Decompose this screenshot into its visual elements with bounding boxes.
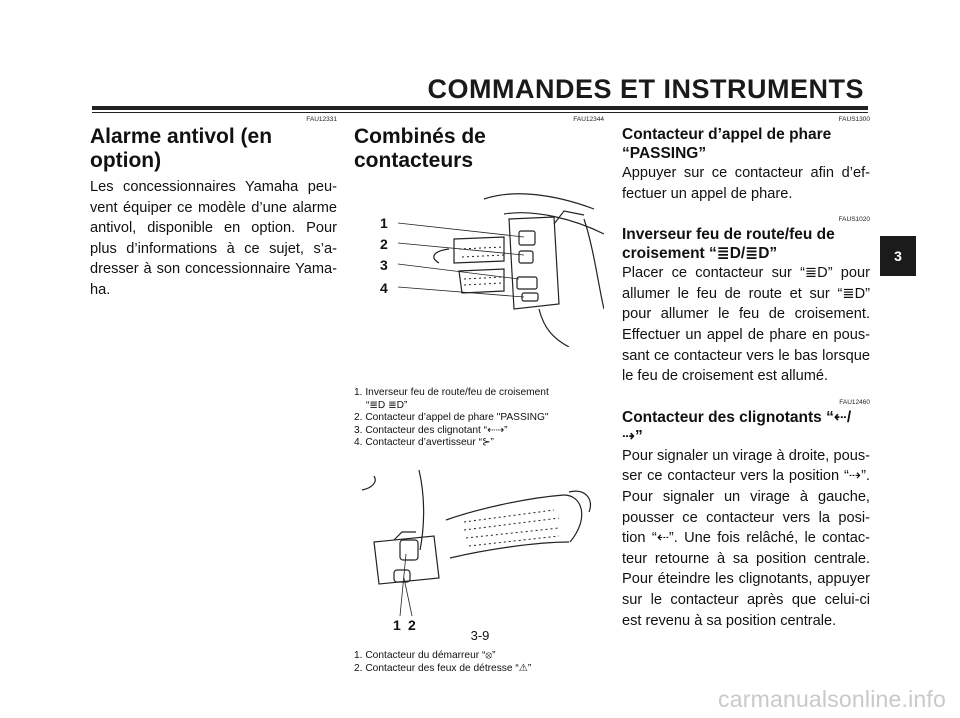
section-body-dimmer: Placer ce contacteur sur “≣D” pour allumer le feu de route et sur “≣D” pour allumer le feu de croisement. Effectuer un appel de phare en pous-sant ce contacteur vers le bas lorsque le feu de croisement est allumé. [622,265,870,385]
callout-2: 2 [408,616,416,633]
callout-4: 4 [380,280,388,296]
section-title-dimmer: Inverseur feu de route/feu de croisement “≣D/≣D” [622,226,835,263]
section-body-passing: Appuyer sur ce contacteur afin d’ef-fectuer un appel de phare. [622,165,870,202]
callout-3: 3 [380,257,388,273]
page-number: 3-9 [470,628,490,643]
column-switches [354,116,604,675]
caption-line: 2. Contacteur d’appel de phare "PASSING" [354,412,549,424]
page-header-title: COMMANDES ET INSTRUMENTS [427,74,864,104]
section-code: FAU12331 [306,116,337,123]
caption-line: “≣D ≣D” [366,399,408,411]
section-title-turn-signal: Contacteur des clignotants “⇠/⇢” [622,408,852,445]
caption-line: 4. Contacteur d’avertisseur “⊱” [354,437,494,449]
figure2-caption [354,650,604,675]
section-title-antitheft: Alarme antivol (en option) [90,125,273,172]
section-body-antitheft: Les concessionnaires Yamaha peu-vent équiper ce modèle d’une alarme antivol, disponible en option. Pour plus d’informations à ce sujet, s’a-dresser à son concessionnaire Yama-ha. [90,179,337,298]
callout-1: 1 [380,215,388,231]
section-code: FAUS1020 [838,216,870,224]
figure-left-handlebar [354,179,604,347]
section-code: FAUS1300 [838,116,870,123]
caption-line: 1. Contacteur du démarreur “⦻” [354,649,496,661]
section-code: FAU12460 [839,398,870,406]
figure1-caption [354,387,604,450]
column-antitheft [90,116,337,301]
caption-line: 3. Contacteur des clignotant “⇠⇢” [354,424,508,436]
watermark: carmanualsonline.info [718,686,946,712]
callout-1: 1 [393,616,401,633]
section-body-turn-signal: Pour signaler un virage à droite, pous-ser ce contacteur vers la position “⇢”. Pour signaler un virage à gauche, pousser ce contacteur vers la posi-tion “⇠”. Une fois relâché, le contac-teur retourne à sa position centrale. Pour éteindre les clignotants, appuyer sur le contacteur après que celui-ci est revenu à sa position centrale. [622,447,870,629]
callout-2: 2 [380,236,388,252]
section-title-passing: Contacteur d’appel de phare “PASSING” [622,126,832,162]
caption-line: 1. Inverseur feu de route/feu de croisement [354,387,549,398]
figure-right-handlebar [354,470,604,640]
column-details [622,116,870,631]
caption-line: 2. Contacteur des feux de détresse “⚠” [354,662,532,674]
left-handlebar-illustration [354,179,604,347]
chapter-tab: 3 [880,236,916,276]
right-handlebar-illustration [354,470,604,640]
section-code: FAU12344 [573,116,604,123]
section-title-switches: Combinés de contacteurs [354,125,486,172]
header-rule [92,106,868,110]
